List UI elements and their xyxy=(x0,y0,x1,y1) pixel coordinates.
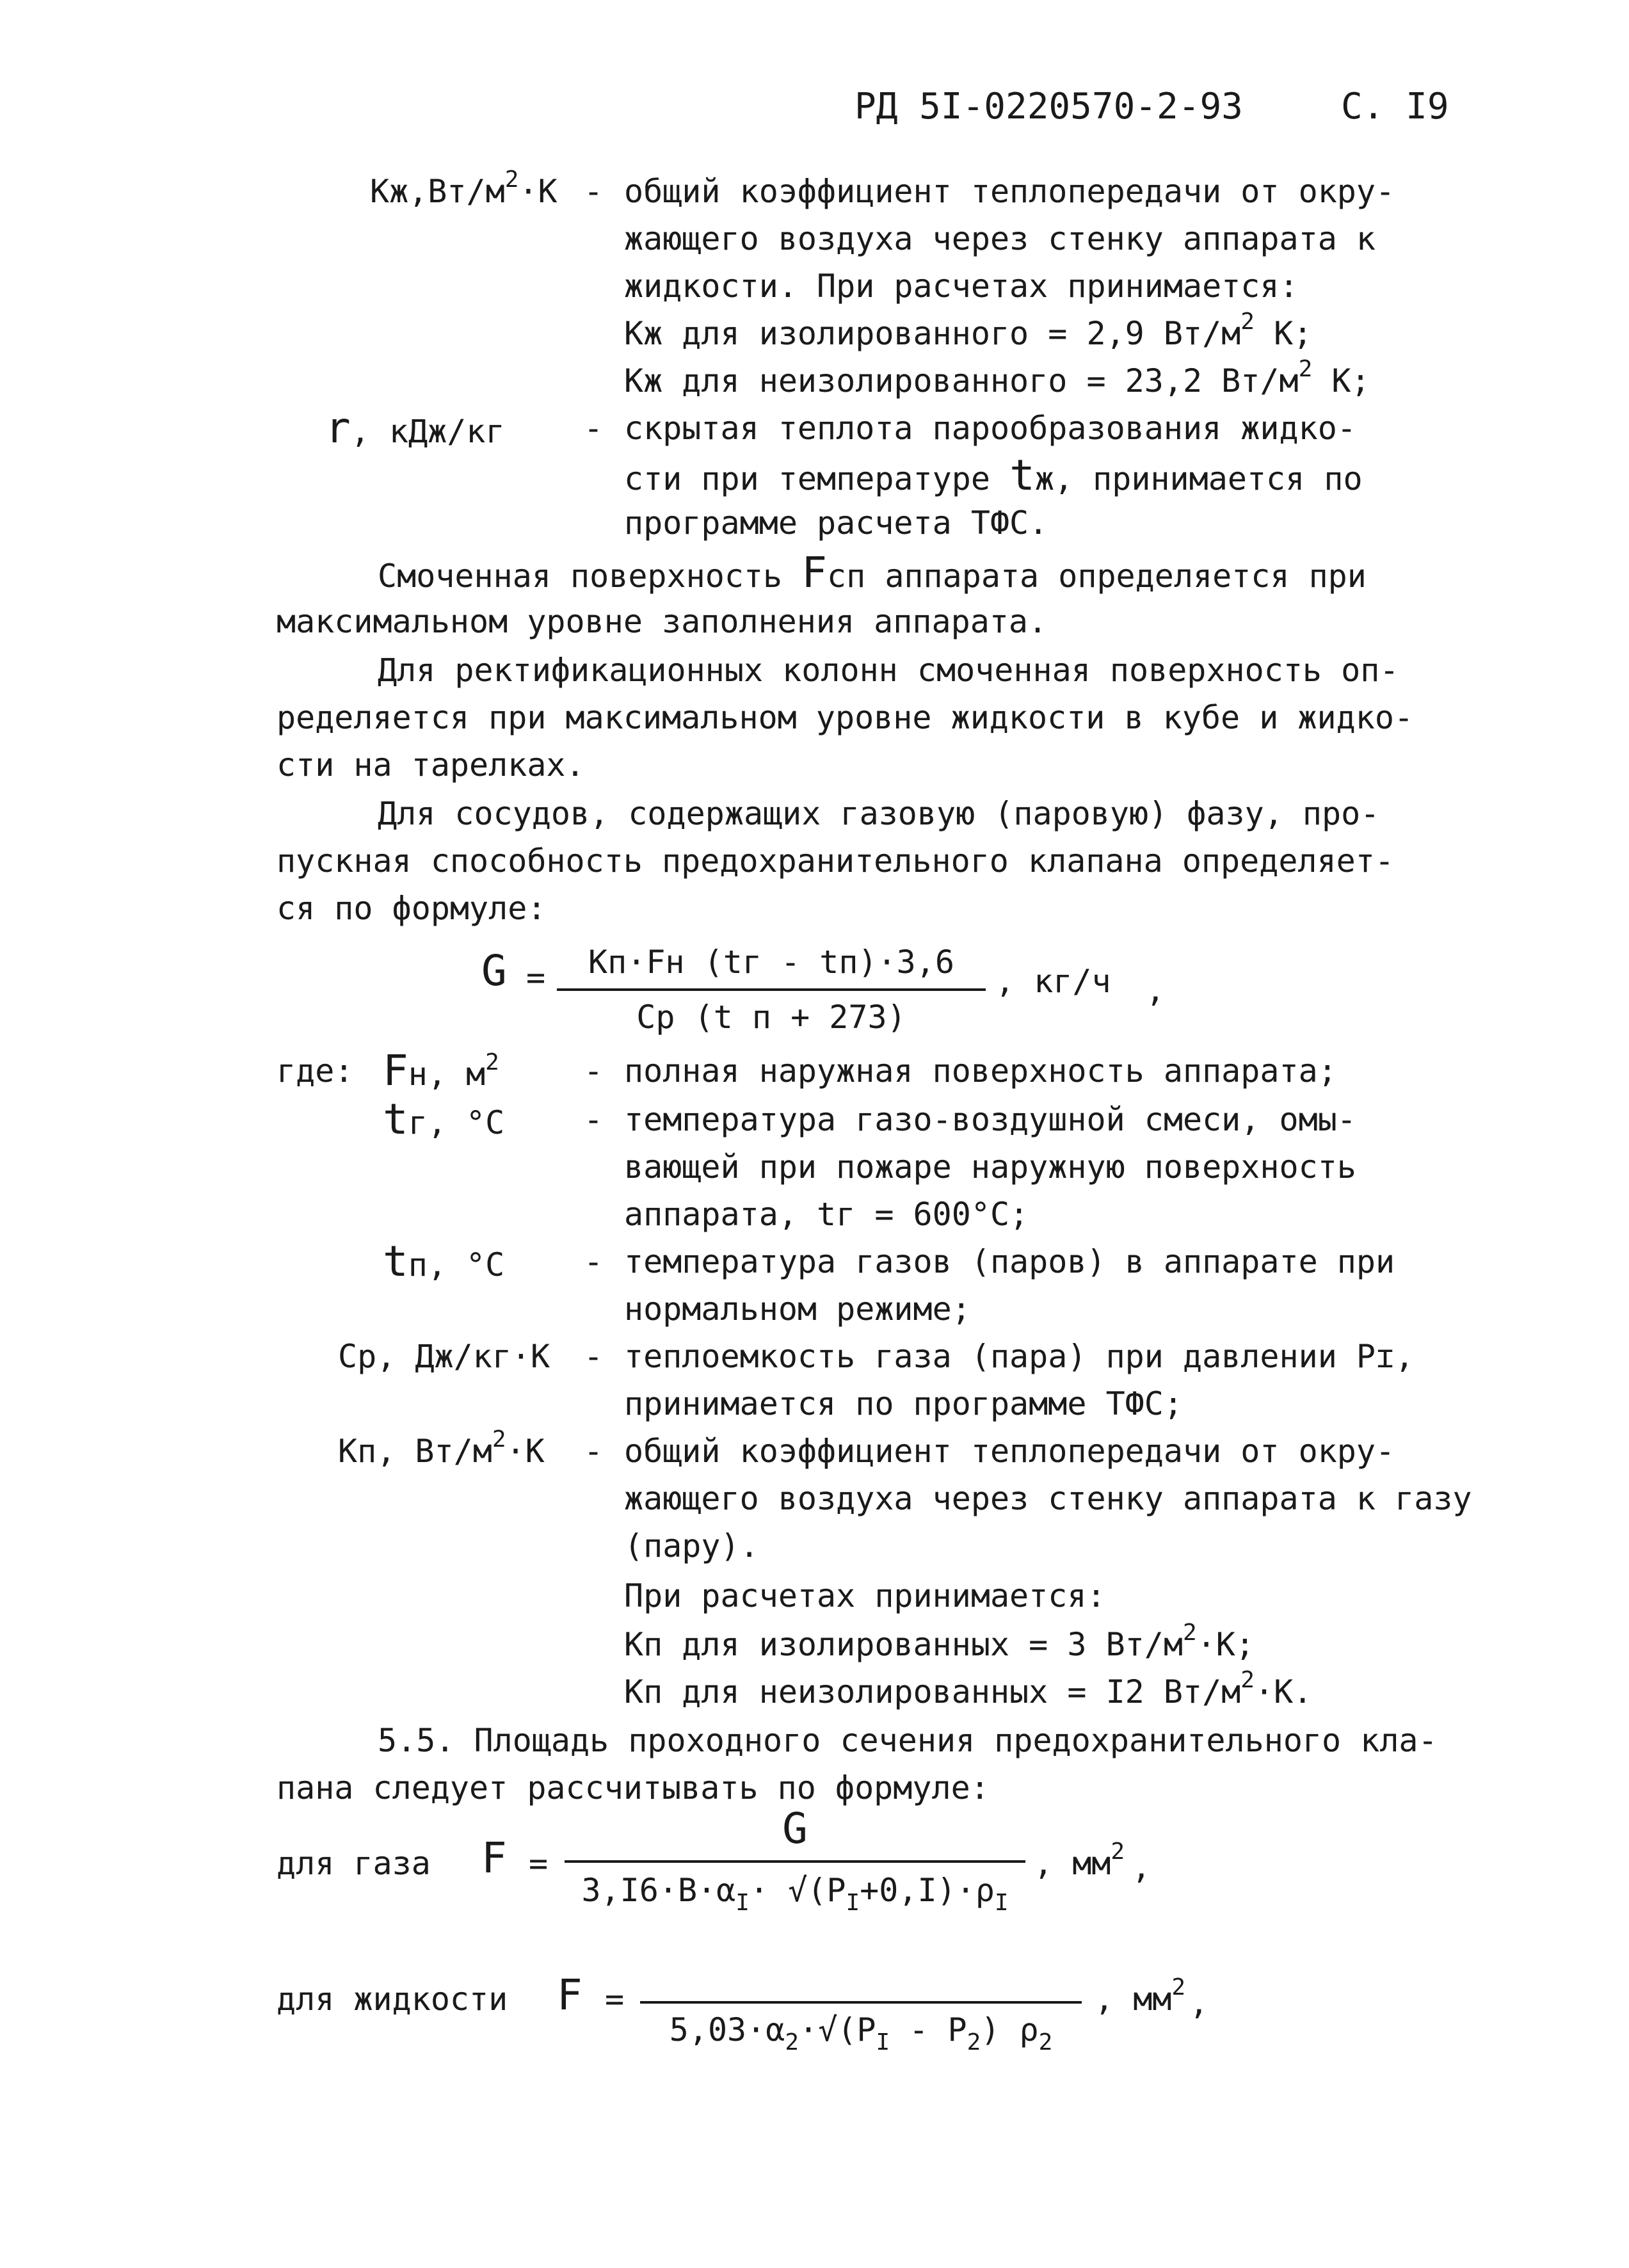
term-kp: Кп, $Вт/м^2\cdot К$ xyxy=(338,1426,545,1470)
formula-gas-lhs: F xyxy=(481,1833,507,1883)
formula-gas-label: для газа xyxy=(277,1845,431,1882)
paragraph-line: сти на тарелках. xyxy=(277,746,585,784)
formula-g-trail: , xyxy=(1146,972,1166,1009)
formula-g-equals: = xyxy=(526,959,546,996)
paragraph-line: максимальном уровне заполнения аппарата. xyxy=(277,603,1048,640)
fraction-bar xyxy=(640,2001,1082,2004)
definition-line: нормальном режиме; xyxy=(624,1291,971,1328)
paragraph-line: Для ректификационных колонн смоченная поверхность оп- xyxy=(378,652,1399,689)
term-cp: Ср, Дж/кг·К xyxy=(338,1338,550,1375)
kp-uninsulated: Кп для неизолированных = I2 $Вт/м^2\cdot К$. xyxy=(624,1667,1313,1710)
formula-gas-trail: , xyxy=(1132,1849,1152,1886)
formula-gas-equals: = xyxy=(529,1845,549,1882)
definition-line: При расчетах принимается: xyxy=(624,1577,1106,1614)
formula-liquid-equals: = xyxy=(605,1981,625,2018)
dash: - xyxy=(584,1243,604,1280)
paragraph-line: ределяется при максимальном уровне жидкости в кубе и жидко- xyxy=(277,699,1414,736)
paragraph-line: Для сосудов, содержащих газовую (паровую) фазу, про- xyxy=(378,795,1380,832)
dash: - xyxy=(584,1052,604,1090)
definition-line: полная наружная поверхность аппарата; xyxy=(624,1052,1337,1090)
dash: - xyxy=(584,1433,604,1470)
definition-line: программе расчета ТФС. xyxy=(624,504,1048,542)
term-r: r, кДж/кг xyxy=(325,403,505,453)
formula-g-lhs: G xyxy=(481,946,507,995)
dash: - xyxy=(584,410,604,447)
definition-line: принимается по программе ТФС; xyxy=(624,1385,1183,1422)
section-5-5-line: 5.5. Площадь проходного сечения предохранительного кла- xyxy=(378,1722,1438,1759)
kzh-uninsulated: Кж для неизолированного = 23,2 $Вт/м^2$ К; xyxy=(624,356,1370,399)
fraction-bar xyxy=(565,1860,1025,1863)
definition-line: температура газо-воздушной смеси, омы- xyxy=(624,1101,1356,1138)
dash: - xyxy=(584,1338,604,1375)
definition-line: жающего воздуха через стенку аппарата к газу xyxy=(624,1480,1472,1517)
term-kzh: $Кж,Вт/м^2\cdot К$ xyxy=(370,166,558,210)
term-fn: Fн, $м^2$ xyxy=(383,1046,499,1095)
definition-line: жающего воздуха через стенку аппарата к xyxy=(624,220,1376,257)
paragraph-line: Смоченная поверхность Fсп аппарата определяется при xyxy=(378,548,1367,597)
page-number: С. I9 xyxy=(1341,86,1449,127)
paragraph-line: ся по формуле: xyxy=(277,890,547,927)
kzh-insulated: Кж для изолированного = 2,9 $Вт/м^2$ К; xyxy=(624,309,1313,352)
term-tp: tп, °С xyxy=(383,1237,505,1286)
definition-line: сти при температуре tж, принимается по xyxy=(624,451,1363,500)
formula-liquid-unit: , $мм^2$ xyxy=(1095,1974,1186,2018)
formula-liquid-lhs: F xyxy=(557,1970,582,2020)
definition-line: скрытая теплота парообразования жидко- xyxy=(624,410,1356,447)
formula-gas-unit: , $мм^2$ xyxy=(1034,1838,1125,1882)
where-label: где: xyxy=(277,1052,354,1090)
formula-liquid-fraction xyxy=(640,1940,1082,2061)
dash: - xyxy=(584,1101,604,1138)
definition-line: теплоемкость газа (пара) при давлении Pɪ, xyxy=(624,1338,1415,1375)
document-code: РД 5I-0220570-2-93 xyxy=(855,86,1243,127)
section-5-5-line: пана следует рассчитывать по формуле: xyxy=(277,1769,990,1806)
formula-g-unit: , кг/ч xyxy=(995,963,1111,1000)
formula-liquid-trail: , xyxy=(1189,1984,1209,2022)
definition-line: общий коэффициент теплопередачи от окру- xyxy=(624,173,1395,210)
term-tg: tг, °С xyxy=(383,1095,505,1144)
formula-liquid-denominator: $5,03\cdot\alpha_2\cdot√(P_I - P_2)$ $\rho_2$ xyxy=(669,2011,1053,2055)
fraction-bar xyxy=(557,988,986,991)
definition-line: аппарата, tг = 600°С; xyxy=(624,1196,1029,1233)
definition-line: температура газов (паров) в аппарате при xyxy=(624,1243,1395,1280)
kp-insulated: Кп для изолированных = 3 $Вт/м^2\cdot К$; xyxy=(624,1620,1255,1663)
definition-line: вающей при пожаре наружную поверхность xyxy=(624,1148,1356,1186)
definition-line: общий коэффициент теплопередачи от окру- xyxy=(624,1433,1395,1470)
formula-g-fraction xyxy=(557,938,986,1047)
definition-line: (пару). xyxy=(624,1527,759,1564)
paragraph-line: пускная способность предохранительного клапана определяет- xyxy=(277,842,1394,880)
formula-gas-numerator: G xyxy=(782,1804,808,1853)
formula-g-numerator: Кп·Fн (tг - tп)·3,6 xyxy=(588,944,954,981)
formula-gas-fraction xyxy=(565,1805,1025,1920)
definition-line: жидкости. При расчетах принимается: xyxy=(624,268,1299,305)
formula-liquid-label: для жидкости xyxy=(277,1981,508,2018)
dash: - xyxy=(584,173,604,210)
formula-gas-denominator: $3,I6\cdot B\cdot\alpha_I\cdot √(P_I+0,I)\cdot\rho_I$ xyxy=(581,1872,1009,1916)
formula-g-denominator: Ср (t п + 273) xyxy=(636,999,906,1036)
